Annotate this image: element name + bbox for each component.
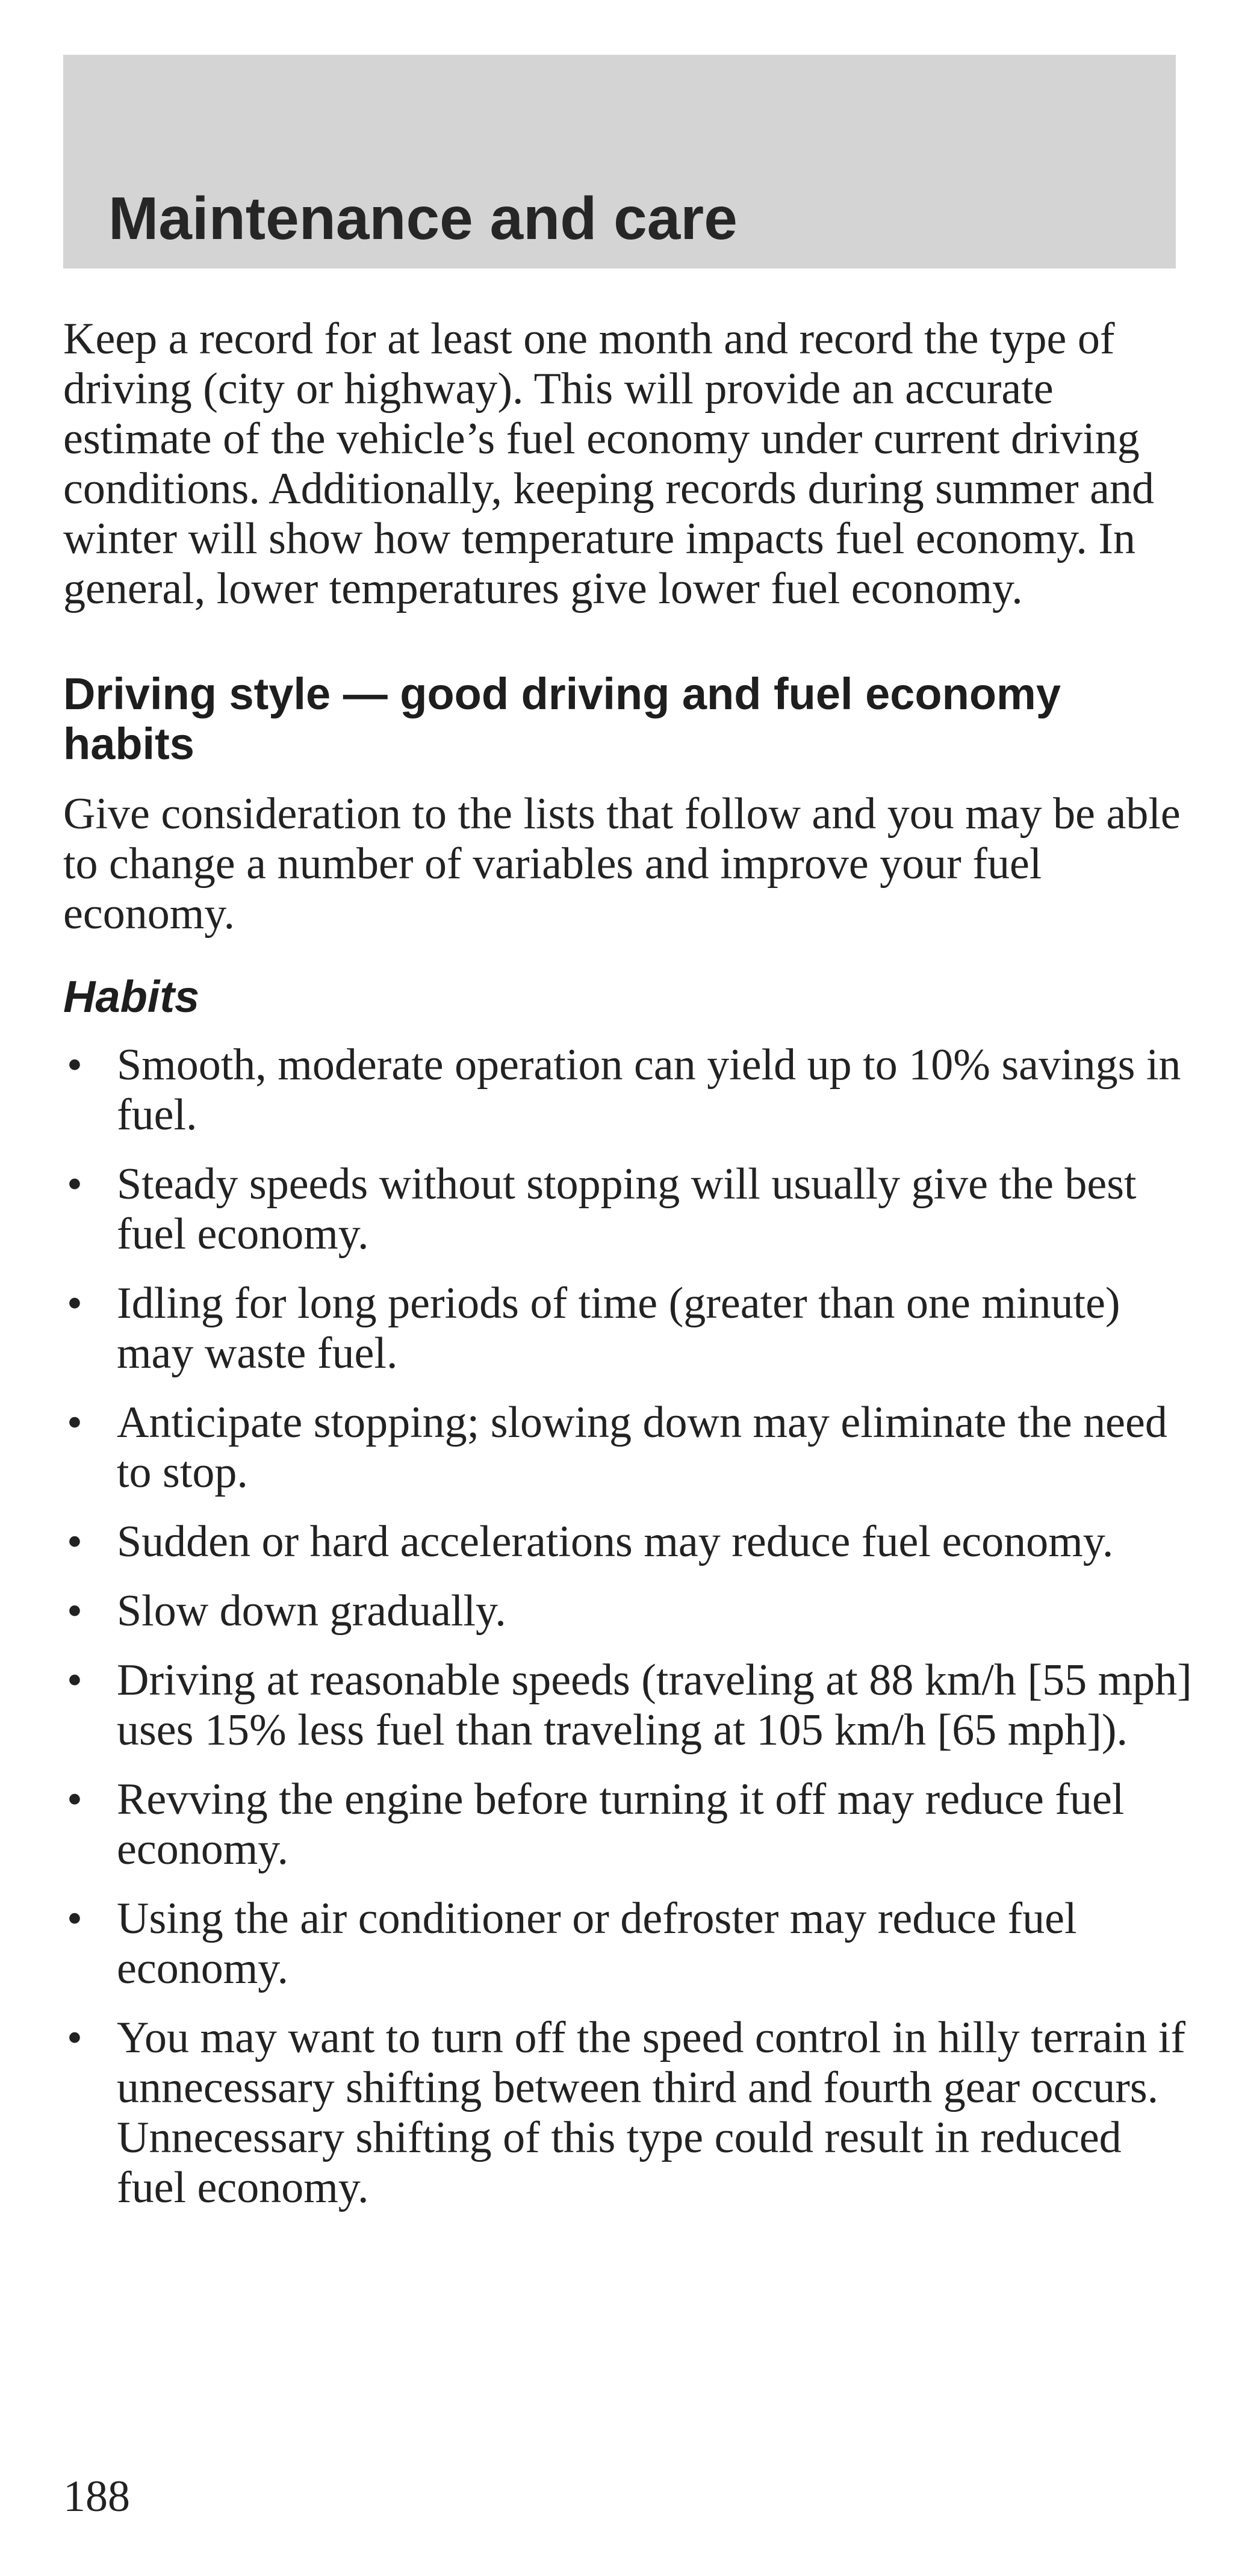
list-item <box>63 1279 1195 1379</box>
page-number: 188 <box>63 2472 130 2521</box>
list-item <box>63 1894 1195 1994</box>
list-item <box>63 1398 1195 1498</box>
bullet-icon: • <box>67 1040 82 1090</box>
list-item-text: Slow down gradually. <box>117 1586 506 1636</box>
bullet-icon: • <box>67 1894 82 1943</box>
list-item <box>63 2013 1195 2213</box>
habits-heading: Habits <box>63 972 200 1022</box>
section-paragraph: Give consideration to the lists that follow and you may be able to change a number of variables and improve your fuel economy. <box>63 789 1181 939</box>
list-item-text: Steady speeds without stopping will usually give the best fuel economy. <box>117 1159 1137 1259</box>
list-item-text: Driving at reasonable speeds (traveling at 88 km/h [55 mph] uses 15% less fuel than traveling at 105 km/h [65 mph]). <box>117 1656 1192 1755</box>
page-title: Maintenance and care <box>108 185 738 252</box>
page-content <box>63 314 1195 2232</box>
bullet-icon: • <box>67 1517 82 1566</box>
bullet-icon: • <box>67 1159 82 1209</box>
list-item <box>63 1656 1195 1755</box>
list-item <box>63 1517 1195 1567</box>
header-band <box>63 55 1176 268</box>
bullet-icon: • <box>67 1279 82 1328</box>
list-item-text: Sudden or hard accelerations may reduce fuel economy. <box>117 1517 1114 1566</box>
bullet-icon: • <box>67 2013 82 2062</box>
habits-list <box>63 1040 1195 2213</box>
list-item <box>63 1159 1195 1259</box>
bullet-icon: • <box>67 1775 82 1824</box>
list-item-text: Smooth, moderate operation can yield up to 10% savings in fuel. <box>117 1040 1181 1140</box>
bullet-icon: • <box>67 1656 82 1705</box>
list-item <box>63 1775 1195 1875</box>
list-item-text: You may want to turn off the speed control in hilly terrain if unnecessary shifting between third and fourth gear occurs. Unnecessary shifting of this type could result in reduced fuel economy. <box>117 2013 1186 2212</box>
list-item-text: Revving the engine before turning it off may reduce fuel economy. <box>117 1775 1125 1874</box>
list-item <box>63 1586 1195 1636</box>
list-item-text: Idling for long periods of time (greater than one minute) may waste fuel. <box>117 1279 1120 1378</box>
list-item-text: Using the air conditioner or defroster may reduce fuel economy. <box>117 1894 1077 1993</box>
list-item <box>63 1040 1195 1140</box>
list-item-text: Anticipate stopping; slowing down may eliminate the need to stop. <box>117 1398 1167 1497</box>
bullet-icon: • <box>67 1398 82 1447</box>
bullet-icon: • <box>67 1586 82 1636</box>
section-heading: Driving style — good driving and fuel economy habits <box>63 669 1061 769</box>
intro-paragraph: Keep a record for at least one month and record the type of driving (city or highway). This will provide an accurate estimate of the vehicle’s fuel economy under current driving conditions. Additionally, keeping records during summer and winter will show how temperature impacts fuel economy. In general, lower temperatures give lower fuel economy. <box>63 314 1154 613</box>
